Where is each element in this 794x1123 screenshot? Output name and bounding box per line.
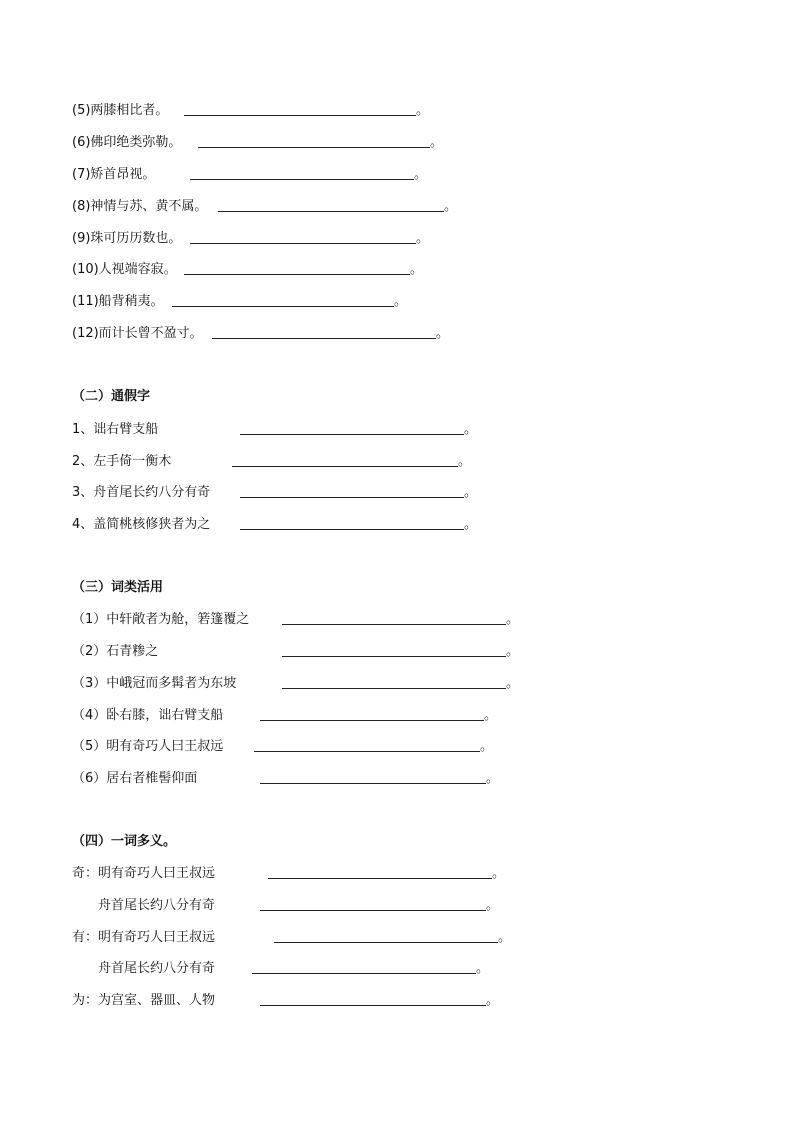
section-heading: （四）一词多义。	[72, 834, 177, 849]
prompt-text: （5）明有奇巧人曰王叔远	[72, 739, 224, 754]
prompt-text: (9)珠可历历数也。	[72, 231, 182, 246]
prompt-text: 舟首尾长约八分有奇	[98, 961, 216, 976]
answer-blank[interactable]	[240, 497, 464, 498]
prompt-text: 舟首尾长约八分有奇	[98, 898, 216, 913]
answer-blank[interactable]	[172, 306, 394, 307]
prompt-text: 4、盖简桃核修狭者为之	[72, 517, 211, 532]
answer-blank[interactable]	[274, 942, 498, 943]
answer-blank[interactable]	[212, 338, 436, 339]
section-heading: （二）通假字	[72, 389, 151, 404]
answer-blank[interactable]	[282, 688, 506, 689]
prompt-text: (7)矫首昂视。	[72, 167, 156, 182]
answer-blank[interactable]	[190, 179, 414, 180]
answer-blank[interactable]	[268, 878, 492, 879]
answer-blank[interactable]	[260, 1005, 486, 1006]
prompt-text: （2）石青糁之	[72, 644, 159, 659]
answer-blank[interactable]	[282, 656, 506, 657]
prompt-text: 1、诎右臂支船	[72, 422, 159, 437]
prompt-text: （3）中峨冠而多髯者为东坡	[72, 676, 237, 691]
prompt-text: （1）中轩敞者为舱，箬篷覆之	[72, 612, 250, 627]
prompt-text: 奇：明有奇巧人曰王叔远	[72, 866, 216, 881]
answer-blank[interactable]	[198, 147, 430, 148]
prompt-text: 3、舟首尾长约八分有奇	[72, 485, 211, 500]
section-heading: （三）词类活用	[72, 580, 164, 595]
prompt-text: 为：为宫室、器皿、人物	[72, 993, 216, 1008]
prompt-text: (10)人视端容寂。	[72, 262, 177, 277]
answer-blank[interactable]	[218, 211, 444, 212]
prompt-text: (6)佛印绝类弥勒。	[72, 135, 182, 150]
prompt-text: 有：明有奇巧人曰王叔远	[72, 930, 216, 945]
answer-blank[interactable]	[282, 624, 506, 625]
answer-blank[interactable]	[190, 243, 416, 244]
answer-blank[interactable]	[240, 529, 464, 530]
answer-blank[interactable]	[260, 783, 486, 784]
prompt-text: (5)两膝相比者。	[72, 103, 169, 118]
answer-blank[interactable]	[240, 434, 464, 435]
prompt-text: （6）居右者椎髻仰面	[72, 771, 198, 786]
prompt-text: (8)神情与苏、黄不属。	[72, 199, 208, 214]
prompt-text: （4）卧右膝，诎右臂支船	[72, 708, 224, 723]
prompt-text: (12)而计长曾不盈寸。	[72, 326, 203, 341]
answer-blank[interactable]	[254, 751, 480, 752]
prompt-text: (11)船背稍夷。	[72, 294, 164, 309]
answer-blank[interactable]	[184, 115, 416, 116]
answer-blank[interactable]	[260, 720, 484, 721]
prompt-text: 2、左手倚一衡木	[72, 454, 172, 469]
answer-blank[interactable]	[184, 274, 410, 275]
answer-blank[interactable]	[260, 910, 486, 911]
answer-blank[interactable]	[252, 973, 476, 974]
answer-blank[interactable]	[232, 466, 458, 467]
